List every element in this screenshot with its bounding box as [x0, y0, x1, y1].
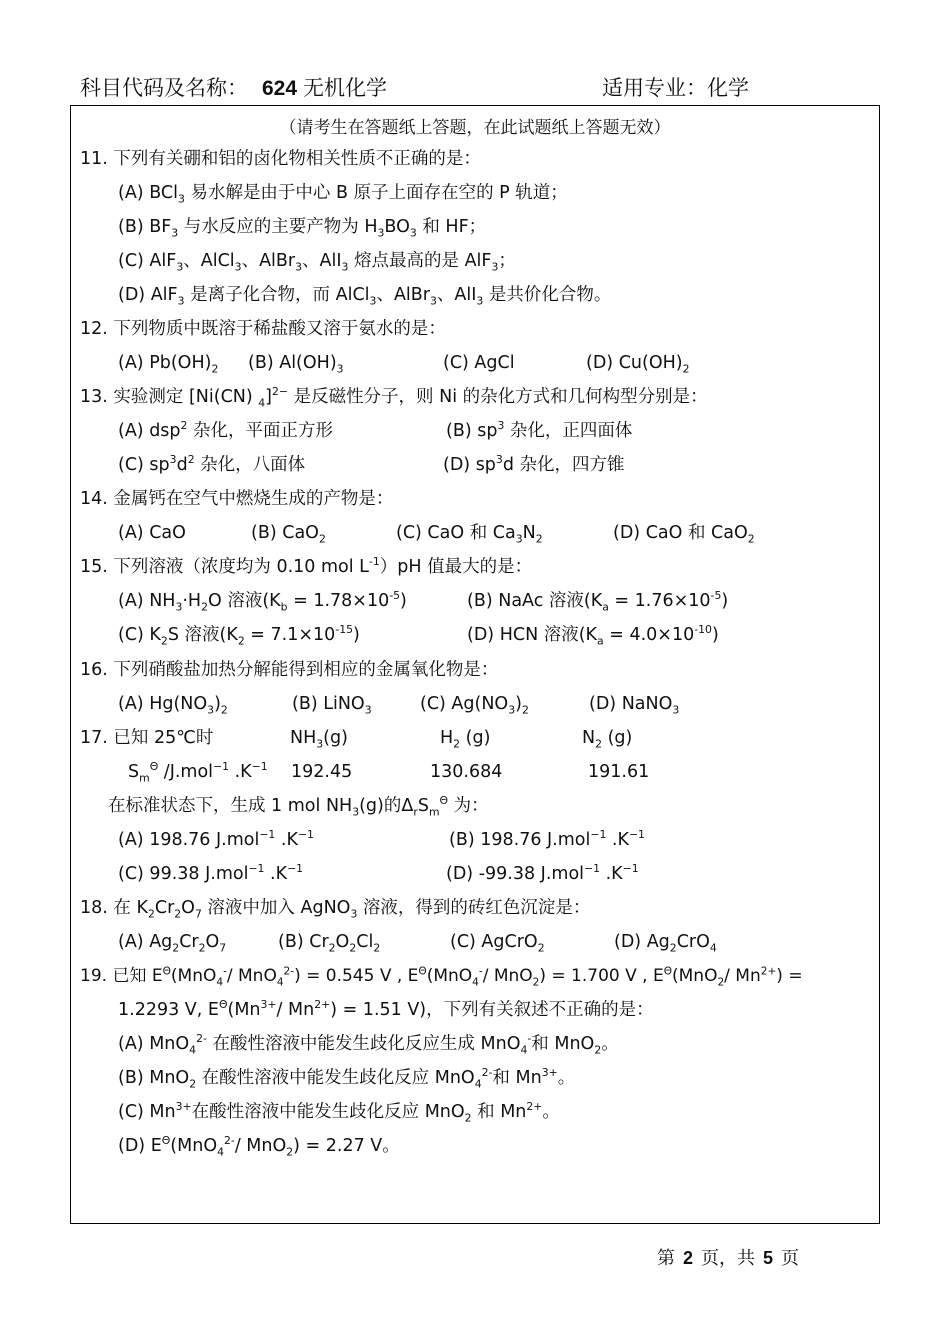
q19-option-a: (A) MnO$_4^{2-}$ 在酸性溶液中能发生歧化反应生成 MnO$_4$-和 MnO$_2$。 [118, 1032, 619, 1057]
q19-stem-line2: 1.2293 V, $E^\Theta(Mn^{3+}/$ $Mn^{2+}) = 1.51$ V)，下列有关叙述不正确的是： [118, 998, 654, 1020]
q15-option-b: (B) NaAc 溶液$(K_a = 1.76\times 10^{-5})$ [467, 589, 729, 614]
q13-option-c: (C) $sp^3d^2$ 杂化，八面体 [118, 453, 306, 475]
q17-value-n2: 191.61 [588, 762, 650, 782]
q19-option-c: (C) $Mn^{3+}$在酸性溶液中能发生歧化反应 MnO$_2$ 和 $Mn^{2+}$。 [118, 1100, 560, 1125]
q16-option-c: (C) $Ag(NO_3)_2$ [420, 694, 529, 717]
q11-option-d: (D) AlF$_3$ 是离子化合物，而 AlCl$_3$、AlBr$_3$、AlI$_3$ 是共价化合物。 [118, 285, 612, 308]
q16-option-b: (B) LiNO$_3$ [292, 694, 372, 717]
q16-stem: 16. 下列硝酸盐加热分解能得到相应的金属氧化物是： [80, 660, 499, 680]
q13-stem: 13. 实验测定 [Ni(CN) $_4$]$^{2-}$ 是反磁性分子，则 Ni 的杂化方式和几何构型分别是： [80, 385, 708, 410]
q17-value-nh3: 192.45 [291, 762, 353, 782]
subject-name: 无机化学 [303, 76, 388, 100]
q14-option-a: (A) CaO [118, 523, 186, 543]
q13-option-d: (D) $sp^3d$ 杂化，四方锥 [443, 453, 625, 475]
q17-row-label: $S_m^\Theta$ /J.mol$^{-1}$ $.K^{-1}$ [128, 760, 268, 785]
q19-stem-line1: 19. 已知 $E^\Theta(MnO_4^-/$ MnO$_4^{2-}$) = 0.545 V , $E^\Theta(MnO_4^-/$ MnO$_2$) = 1.700 V , $E^\Theta(MnO_2/$ $Mn^{2+}$) = [80, 965, 803, 989]
q11-option-a: (A) BCl$_3$ 易水解是由于中心 B 原子上面存在空的 P 轨道； [118, 183, 568, 206]
q17-stem: 17. 已知 25℃时 [80, 728, 214, 748]
q17-option-d: (D) -99.38 J.mol$^{-1}$ $.K^{-1}$ [446, 862, 639, 884]
q18-stem: 18. 在 $K_2Cr_2O_7$ 溶液中加入 AgNO$_3$ 溶液，得到的砖红色沉淀是： [80, 898, 591, 921]
q14-option-d: (D) CaO 和 CaO$_2$ [613, 523, 755, 546]
q16-option-a: (A) $Hg(NO_3)_2$ [118, 694, 228, 717]
q14-option-b: (B) CaO$_2$ [251, 523, 326, 546]
q18-option-d: (D) $Ag_2CrO_4$ [614, 932, 717, 955]
q17-option-c: (C) 99.38 J.mol$^{-1}$ $.K^{-1}$ [118, 862, 304, 884]
subject-code: 624 [262, 77, 298, 100]
q14-stem: 14. 金属钙在空气中燃烧生成的产物是： [80, 489, 394, 509]
q11-stem: 11. 下列有关硼和铝的卤化物相关性质不正确的是： [80, 149, 481, 169]
q18-option-b: (B) $Cr_2O_2Cl_2$ [278, 932, 381, 955]
q15-option-c: (C) $K_2S$ 溶液$(K_2 = 7.1\times 10^{-15})$ [118, 623, 360, 648]
q12-stem: 12. 下列物质中既溶于稀盐酸又溶于氨水的是： [80, 319, 446, 339]
q12-option-c: (C) AgCl [443, 353, 515, 373]
q19-option-b: (B) MnO$_2$ 在酸性溶液中能发生歧化反应 MnO$_4^{2-}$和 $Mn^{3+}$。 [118, 1066, 576, 1091]
subject-label: 科目代码及名称： [80, 76, 248, 100]
q12-option-d: (D) $Cu(OH)_2$ [586, 353, 690, 376]
q16-option-d: (D) NaNO$_3$ [589, 694, 680, 717]
q17-value-h2: 130.684 [430, 762, 503, 782]
q15-stem: 15. 下列溶液（浓度均为 0.10 mol $L^{-1})pH$ 值最大的是： [80, 555, 533, 577]
q18-option-c: (C) AgCrO$_2$ [450, 932, 545, 955]
q17-option-b: (B) 198.76 J.mol$^{-1}$ $.K^{-1}$ [449, 828, 645, 850]
q17-header-n2: $N_2$ (g) [582, 728, 633, 751]
q15-option-a: (A) $NH_3\cdot H_2O$ 溶液$(K_b = 1.78\times 10^{-5})$ [118, 589, 407, 614]
q17-option-a: (A) 198.76 J.mol$^{-1}$ $.K^{-1}$ [118, 828, 314, 850]
q14-option-c: (C) CaO 和 $Ca_3N_2$ [396, 523, 543, 546]
q11-option-b: (B) $BF_3$ 与水反应的主要产物为 $H_3BO_3$ 和 HF； [118, 217, 487, 240]
q11-option-c: (C) AlF$_3$、AlCl$_3$、AlBr$_3$、AlI$_3$ 熔点最高的是 AlF$_3$； [118, 251, 516, 274]
q15-option-d: (D) HCN 溶液$(K_a = 4.0\times 10^{-10})$ [467, 623, 719, 648]
q12-option-a: (A) $Pb(OH)_2$ [118, 353, 219, 376]
q12-option-b: (B) $Al(OH)_3$ [248, 353, 344, 376]
q17-header-nh3: $NH_3(g)$ [290, 728, 348, 751]
answer-notice: （请考生在答题纸上答题，在此试题纸上答题无效） [279, 118, 671, 138]
page-number: 第 2 页，共 5 页 [657, 1248, 800, 1269]
q13-option-b: (B) $sp^3$ 杂化，正四面体 [446, 419, 633, 441]
q17-question: 在标准状态下，生成 1 mol $NH_3(g)$的$\Delta_rS_m^\Theta$ 为： [108, 794, 489, 819]
subject-header [80, 72, 387, 102]
major-label: 适用专业：化学 [602, 76, 749, 100]
q19-option-d: (D) $E^\Theta(MnO_4^{2-}/$ MnO$_2$) = 2.27 V。 [118, 1134, 400, 1159]
q13-option-a: (A) dsp$^2$ 杂化，平面正方形 [118, 419, 333, 441]
q18-option-a: (A) $Ag_2Cr_2O_7$ [118, 932, 227, 955]
q17-header-h2: $H_2$ (g) [440, 728, 491, 751]
